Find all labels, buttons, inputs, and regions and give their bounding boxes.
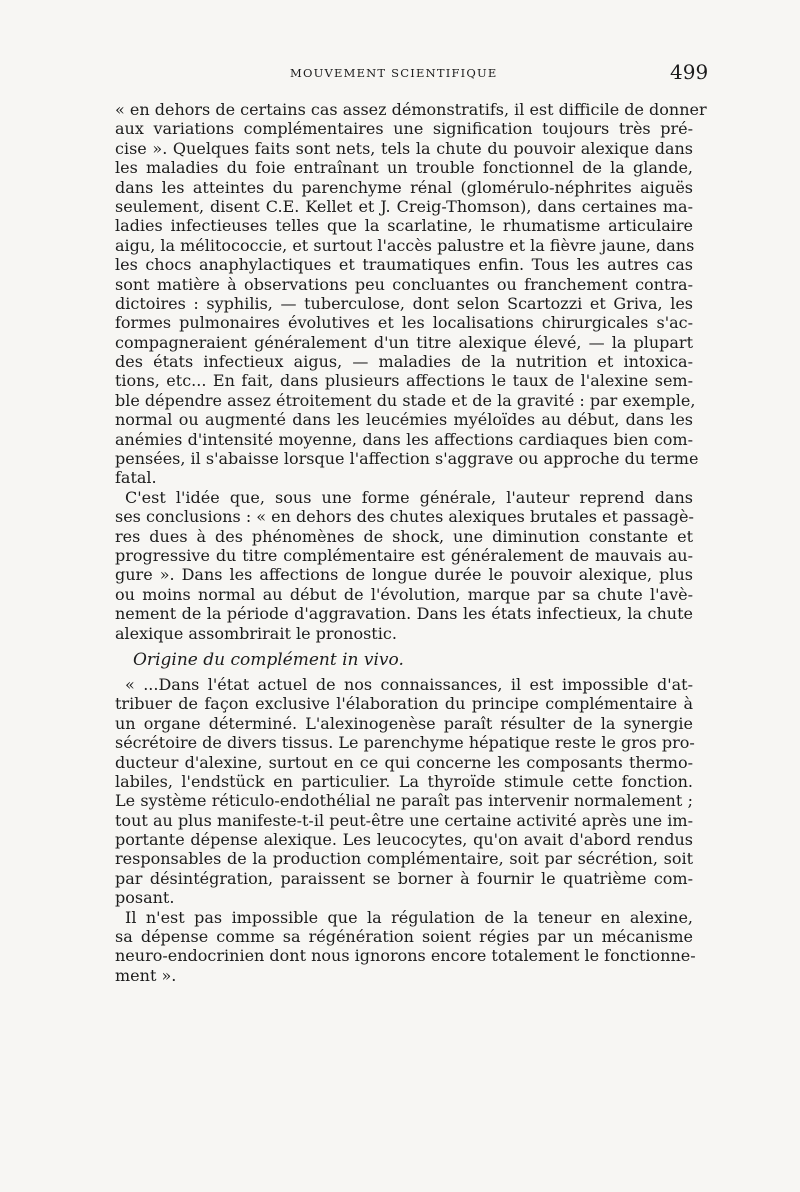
text-line: sécrétoire de divers tissus. Le parenchyme hépatique reste le gros pro-	[115, 733, 695, 753]
text-line: pensées, il s'abaisse lorsque l'affection s'aggrave ou approche du terme	[115, 449, 699, 469]
text-line: aux variations complémentaires une signification toujours très pré-	[115, 119, 693, 139]
text-line: progressive du titre complémentaire est généralement de mauvais au-	[115, 545, 693, 565]
text-line: neuro-endocrinien dont nous ignorons encore totalement le fonctionne-	[115, 946, 696, 966]
text-line: formes pulmonaires évolutives et les localisations chirurgicales s'ac-	[115, 313, 693, 333]
text-line: normal ou augmenté dans les leucémies myéloïdes au début, dans les	[115, 410, 693, 430]
text-line: un organe déterminé. L'alexinogenèse paraît résulter de la synergie	[115, 713, 693, 733]
text-line: dictoires : syphilis, — tuberculose, dont selon Scartozzi et Griva, les	[115, 293, 693, 313]
text-line: les chocs anaphylactiques et traumatiques enfin. Tous les autres cas	[115, 255, 693, 275]
paragraph	[115, 907, 696, 986]
text-line: posant.	[115, 888, 175, 908]
paragraph	[115, 488, 693, 643]
text-line: ducteur d'alexine, surtout en ce qui concerne les composants thermo-	[115, 752, 693, 772]
text-line: fatal.	[115, 468, 157, 488]
text-line: des états infectieux aigus, — maladies de la nutrition et intoxica-	[115, 352, 693, 372]
text-line: C'est l'idée que, sous une forme générale, l'auteur reprend dans	[125, 487, 693, 507]
text-line: ment ».	[115, 965, 177, 985]
running-head	[0, 60, 800, 90]
paragraph	[115, 100, 707, 488]
text-line: tout au plus manifeste-t-il peut-être une certaine activité après une im-	[115, 810, 693, 830]
text-line: sont matière à observations peu concluantes ou franchement contra-	[115, 274, 693, 294]
body-text	[115, 100, 707, 985]
section-heading: Origine du complément in vivo.	[133, 649, 404, 670]
text-line: res dues à des phénomènes de shock, une diminution constante et	[115, 526, 693, 546]
text-line: alexique assombrirait le pronostic.	[115, 623, 397, 643]
text-line: ou moins normal au début de l'évolution, marque par sa chute l'avè-	[115, 584, 693, 604]
text-line: tribuer de façon exclusive l'élaboration du principe complémentaire à	[115, 694, 693, 714]
text-line: responsables de la production complémentaire, soit par sécrétion, soit	[115, 849, 693, 869]
text-line: portante dépense alexique. Les leucocytes, qu'on avait d'abord rendus	[115, 830, 693, 850]
text-line: labiles, l'endstück en particulier. La thyroïde stimule cette fonction.	[115, 771, 693, 791]
text-line: aigu, la mélitococcie, et surtout l'accès palustre et la fièvre jaune, dans	[115, 235, 695, 255]
text-line: dans les atteintes du parenchyme rénal (glomérulo-néphrites aiguës	[115, 177, 693, 197]
text-line: par désintégration, paraissent se borner à fournir le quatrième com-	[115, 868, 693, 888]
page-number: 499	[670, 60, 709, 84]
text-line: anémies d'intensité moyenne, dans les affections cardiaques bien com-	[115, 429, 693, 449]
text-line: sa dépense comme sa régénération soient régies par un mécanisme	[115, 927, 693, 947]
text-line: ses conclusions : « en dehors des chutes alexiques brutales et passagè-	[115, 507, 694, 527]
text-line: ladies infectieuses telles que la scarlatine, le rhumatisme articulaire	[115, 216, 693, 236]
text-line: les maladies du foie entraînant un trouble fonctionnel de la glande,	[115, 158, 693, 178]
text-line: seulement, disent C.E. Kellet et J. Creig-Thomson), dans certaines ma-	[115, 196, 693, 216]
text-line: gure ». Dans les affections de longue durée le pouvoir alexique, plus	[115, 565, 693, 585]
text-line: Il n'est pas impossible que la régulation de la teneur en alexine,	[125, 907, 693, 927]
text-line: nement de la période d'aggravation. Dans les états infectieux, la chute	[115, 604, 693, 624]
text-line: cise ». Quelques faits sont nets, tels la chute du pouvoir alexique dans	[115, 138, 693, 158]
text-line: ble dépendre assez étroitement du stade et de la gravité : par exemple,	[115, 390, 696, 410]
running-title: MOUVEMENT SCIENTIFIQUE	[290, 66, 498, 80]
text-line: tions, etc... En fait, dans plusieurs affections le taux de l'alexine sem-	[115, 371, 693, 391]
paragraph	[115, 675, 693, 908]
text-line: « en dehors de certains cas assez démonstratifs, il est difficile de donner	[115, 100, 707, 119]
text-line: compagneraient généralement d'un titre alexique élevé, — la plupart	[115, 332, 693, 352]
text-line: Le système réticulo-endothélial ne paraît pas intervenir normalement ;	[115, 791, 693, 811]
text-line: « ...Dans l'état actuel de nos connaissances, il est impossible d'at-	[125, 674, 693, 694]
